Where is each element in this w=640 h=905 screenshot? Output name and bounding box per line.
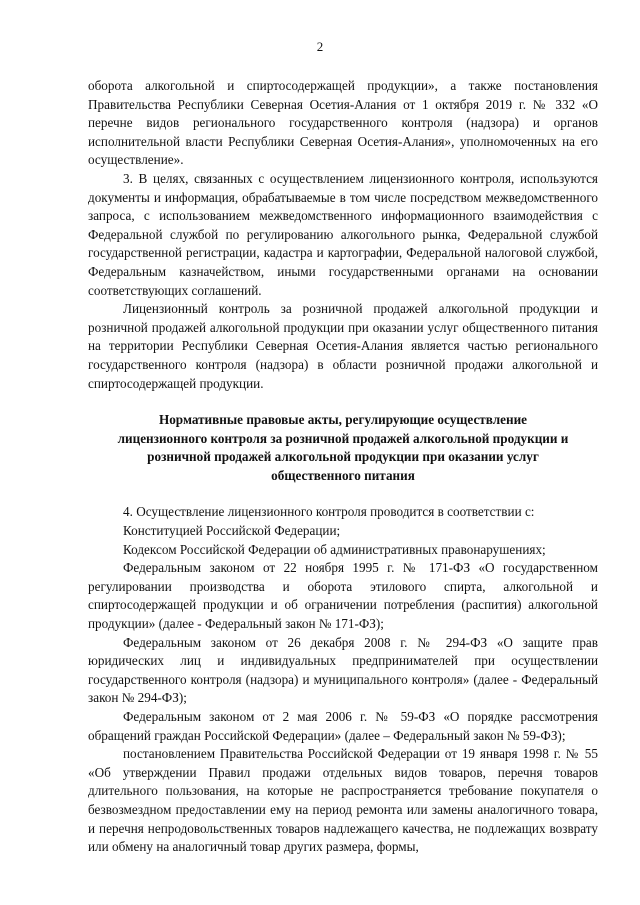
paragraph: 3. В целях, связанных с осуществлением лицензионного контроля, используются документы и информация, обрабатываемые в том числе посредством межведомственного запроса, с использованием межведомственного информационного взаимодействия с Федеральной службой по регулированию алкогольного рынка, Федеральной службой государственной регистрации, кадастра и картографии, Федеральной налоговой службой, Федеральным казначейством, иными государственными органами на основании соответствующих соглашений. [88, 170, 598, 298]
heading-line: общественного питания [271, 467, 415, 483]
heading-line: лицензионного контроля за розничной продажей алкогольной продукции и [117, 430, 569, 446]
heading-line: розничной продажей алкогольной продукции при оказании услуг [147, 449, 539, 465]
document-body [88, 77, 598, 857]
page-number: 2 [316, 39, 324, 54]
paragraph: Конституцией Российской Федерации; [123, 523, 341, 539]
paragraph: Федеральным законом от 26 декабря 2008 г. № 294-ФЗ «О защите прав юридических лиц и индивидуальных предпринимателей при осуществлении государственного контроля (надзора) и муниципального контроля» (далее - Федеральный закон № 294-ФЗ); [88, 634, 598, 706]
paragraph: Федеральным законом от 22 ноября 1995 г. № 171-ФЗ «О государственном регулировании производства и оборота этилового спирта, алкогольной и спиртосодержащей продукции и об ограничении потребления (распития) алкогольной продукции» (далее - Федеральный закон № 171-ФЗ); [88, 560, 598, 632]
paragraph: Кодексом Российской Федерации об административных правонарушениях; [123, 541, 546, 557]
paragraph: Лицензионный контроль за розничной продажей алкогольной продукции и розничной продажей алкогольной продукции при оказании услуг общественного питания на территории Республики Северная Осетия-Алания является частью регионального государственного контроля (надзора) в области розничной продажи алкогольной и спиртосодержащей продукции. [88, 301, 598, 391]
paragraphs-before [88, 77, 598, 393]
paragraph: постановлением Правительства Российской Федерации от 19 января 1998 г. № 55 «Об утверждении Правил продажи отдельных видов товаров, перечня товаров длительного пользования, на которые не распространяется требование покупателя о безвозмездном предоставлении ему на период ремонта или замены аналогичного товара, и перечня непродовольственных товаров надлежащего качества, не подлежащих возврату или обмену на аналогичный товар других размера, формы, [88, 746, 598, 855]
section-heading [88, 411, 598, 485]
paragraph: Федеральным законом от 2 мая 2006 г. № 59-ФЗ «О порядке рассмотрения обращений граждан Российской Федерации» (далее – Федеральный закон № 59-ФЗ); [88, 709, 598, 743]
paragraph: 4. Осуществление лицензионного контроля проводится в соответствии с: [123, 504, 535, 520]
paragraphs-after [88, 503, 598, 856]
heading-line: Нормативные правовые акты, регулирующие осуществление [158, 412, 528, 428]
paragraph: оборота алкогольной и спиртосодержащей продукции», а также постановления Правительства Республики Северная Осетия-Алания от 1 октября 2019 г. № 332 «О перечне видов регионального государственного контроля (надзора) и органов исполнительной власти Республики Северная Осетия-Алания», уполномоченных на его осуществление». [88, 78, 598, 168]
